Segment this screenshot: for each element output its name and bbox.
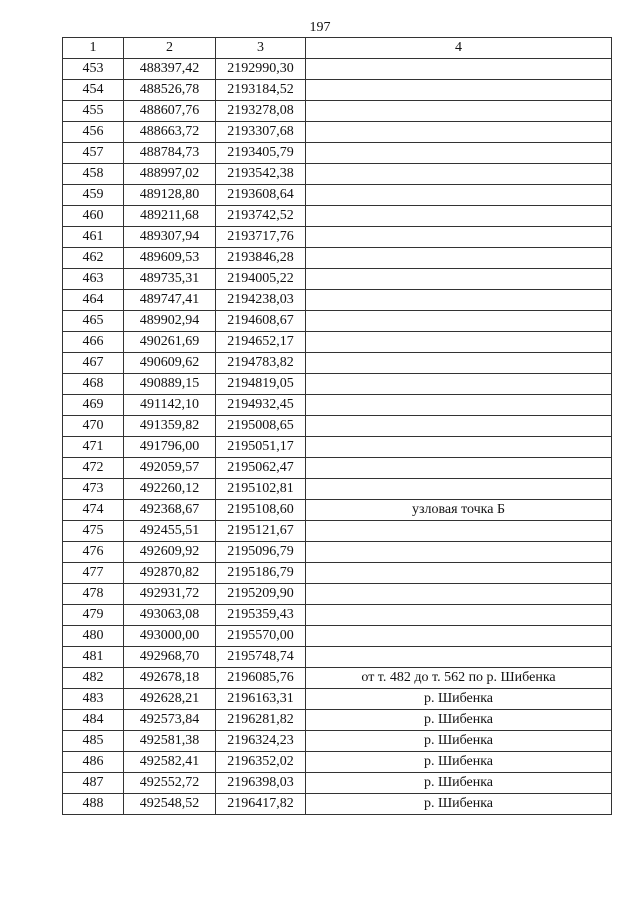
description-cell xyxy=(306,164,612,185)
table-row xyxy=(63,185,612,206)
x-coordinate-cell: 491142,10 xyxy=(124,395,216,416)
description-cell xyxy=(306,416,612,437)
point-number-cell: 467 xyxy=(63,353,124,374)
table-row xyxy=(63,332,612,353)
point-number-cell: 454 xyxy=(63,80,124,101)
y-coordinate-cell: 2195102,81 xyxy=(216,479,306,500)
point-number-cell: 459 xyxy=(63,185,124,206)
point-number-cell: 488 xyxy=(63,794,124,815)
point-number-cell: 463 xyxy=(63,269,124,290)
column-header: 4 xyxy=(306,38,612,59)
y-coordinate-cell: 2195108,60 xyxy=(216,500,306,521)
description-cell xyxy=(306,80,612,101)
table-row xyxy=(63,710,612,731)
description-cell: р. Шибенка xyxy=(306,731,612,752)
point-number-cell: 483 xyxy=(63,689,124,710)
description-cell xyxy=(306,101,612,122)
x-coordinate-cell: 489307,94 xyxy=(124,227,216,248)
table-row xyxy=(63,521,612,542)
x-coordinate-cell: 492455,51 xyxy=(124,521,216,542)
x-coordinate-cell: 492628,21 xyxy=(124,689,216,710)
y-coordinate-cell: 2196163,31 xyxy=(216,689,306,710)
description-cell xyxy=(306,206,612,227)
x-coordinate-cell: 491359,82 xyxy=(124,416,216,437)
point-number-cell: 455 xyxy=(63,101,124,122)
x-coordinate-cell: 492368,67 xyxy=(124,500,216,521)
x-coordinate-cell: 489609,53 xyxy=(124,248,216,269)
table-row xyxy=(63,206,612,227)
point-number-cell: 485 xyxy=(63,731,124,752)
point-number-cell: 471 xyxy=(63,437,124,458)
y-coordinate-cell: 2193717,76 xyxy=(216,227,306,248)
table-row xyxy=(63,101,612,122)
y-coordinate-cell: 2194238,03 xyxy=(216,290,306,311)
table-row xyxy=(63,248,612,269)
y-coordinate-cell: 2193608,64 xyxy=(216,185,306,206)
x-coordinate-cell: 492552,72 xyxy=(124,773,216,794)
table-row xyxy=(63,647,612,668)
point-number-cell: 460 xyxy=(63,206,124,227)
column-header: 2 xyxy=(124,38,216,59)
y-coordinate-cell: 2194608,67 xyxy=(216,311,306,332)
point-number-cell: 462 xyxy=(63,248,124,269)
point-number-cell: 481 xyxy=(63,647,124,668)
x-coordinate-cell: 489747,41 xyxy=(124,290,216,311)
point-number-cell: 475 xyxy=(63,521,124,542)
x-coordinate-cell: 492260,12 xyxy=(124,479,216,500)
x-coordinate-cell: 493063,08 xyxy=(124,605,216,626)
y-coordinate-cell: 2194932,45 xyxy=(216,395,306,416)
point-number-cell: 479 xyxy=(63,605,124,626)
x-coordinate-cell: 492059,57 xyxy=(124,458,216,479)
description-cell xyxy=(306,122,612,143)
y-coordinate-cell: 2196398,03 xyxy=(216,773,306,794)
table-row xyxy=(63,542,612,563)
table-row xyxy=(63,626,612,647)
x-coordinate-cell: 492931,72 xyxy=(124,584,216,605)
table-row xyxy=(63,416,612,437)
point-number-cell: 480 xyxy=(63,626,124,647)
page-number: 197 xyxy=(309,20,331,35)
y-coordinate-cell: 2195062,47 xyxy=(216,458,306,479)
description-cell xyxy=(306,458,612,479)
point-number-cell: 482 xyxy=(63,668,124,689)
x-coordinate-cell: 492582,41 xyxy=(124,752,216,773)
x-coordinate-cell: 490261,69 xyxy=(124,332,216,353)
x-coordinate-cell: 492678,18 xyxy=(124,668,216,689)
y-coordinate-cell: 2196352,02 xyxy=(216,752,306,773)
table-row xyxy=(63,269,612,290)
y-coordinate-cell: 2195008,65 xyxy=(216,416,306,437)
description-cell xyxy=(306,584,612,605)
point-number-cell: 461 xyxy=(63,227,124,248)
description-cell xyxy=(306,437,612,458)
y-coordinate-cell: 2194005,22 xyxy=(216,269,306,290)
description-cell xyxy=(306,353,612,374)
y-coordinate-cell: 2195096,79 xyxy=(216,542,306,563)
point-number-cell: 464 xyxy=(63,290,124,311)
description-cell xyxy=(306,290,612,311)
x-coordinate-cell: 488526,78 xyxy=(124,80,216,101)
y-coordinate-cell: 2195570,00 xyxy=(216,626,306,647)
description-cell xyxy=(306,248,612,269)
table-row xyxy=(63,794,612,815)
description-cell xyxy=(306,59,612,80)
table-row xyxy=(63,437,612,458)
column-header: 3 xyxy=(216,38,306,59)
x-coordinate-cell: 489902,94 xyxy=(124,311,216,332)
table-row xyxy=(63,59,612,80)
y-coordinate-cell: 2193742,52 xyxy=(216,206,306,227)
x-coordinate-cell: 488663,72 xyxy=(124,122,216,143)
y-coordinate-cell: 2192990,30 xyxy=(216,59,306,80)
x-coordinate-cell: 489211,68 xyxy=(124,206,216,227)
y-coordinate-cell: 2195748,74 xyxy=(216,647,306,668)
description-cell xyxy=(306,626,612,647)
table-row xyxy=(63,395,612,416)
table-row xyxy=(63,752,612,773)
table-row xyxy=(63,353,612,374)
description-cell xyxy=(306,563,612,584)
y-coordinate-cell: 2196085,76 xyxy=(216,668,306,689)
point-number-cell: 478 xyxy=(63,584,124,605)
table-row xyxy=(63,773,612,794)
description-cell xyxy=(306,542,612,563)
description-cell xyxy=(306,143,612,164)
y-coordinate-cell: 2194819,05 xyxy=(216,374,306,395)
description-cell xyxy=(306,185,612,206)
table-row xyxy=(63,689,612,710)
x-coordinate-cell: 492870,82 xyxy=(124,563,216,584)
table-row xyxy=(63,80,612,101)
column-header: 1 xyxy=(63,38,124,59)
table-body xyxy=(63,59,612,815)
point-number-cell: 484 xyxy=(63,710,124,731)
y-coordinate-cell: 2196324,23 xyxy=(216,731,306,752)
y-coordinate-cell: 2196417,82 xyxy=(216,794,306,815)
x-coordinate-cell: 492548,52 xyxy=(124,794,216,815)
point-number-cell: 472 xyxy=(63,458,124,479)
table-row xyxy=(63,374,612,395)
x-coordinate-cell: 489735,31 xyxy=(124,269,216,290)
description-cell xyxy=(306,311,612,332)
table-header-row xyxy=(63,38,612,59)
point-number-cell: 453 xyxy=(63,59,124,80)
point-number-cell: 456 xyxy=(63,122,124,143)
table-row xyxy=(63,290,612,311)
description-cell: р. Шибенка xyxy=(306,710,612,731)
x-coordinate-cell: 490609,62 xyxy=(124,353,216,374)
point-number-cell: 470 xyxy=(63,416,124,437)
x-coordinate-cell: 489128,80 xyxy=(124,185,216,206)
table-row xyxy=(63,122,612,143)
point-number-cell: 468 xyxy=(63,374,124,395)
table-row xyxy=(63,668,612,689)
table-row xyxy=(63,227,612,248)
description-cell xyxy=(306,374,612,395)
x-coordinate-cell: 492581,38 xyxy=(124,731,216,752)
x-coordinate-cell: 488997,02 xyxy=(124,164,216,185)
x-coordinate-cell: 490889,15 xyxy=(124,374,216,395)
coordinates-table xyxy=(62,37,612,815)
description-cell xyxy=(306,479,612,500)
x-coordinate-cell: 492609,92 xyxy=(124,542,216,563)
point-number-cell: 469 xyxy=(63,395,124,416)
y-coordinate-cell: 2193542,38 xyxy=(216,164,306,185)
point-number-cell: 465 xyxy=(63,311,124,332)
description-cell: р. Шибенка xyxy=(306,773,612,794)
table-row xyxy=(63,731,612,752)
y-coordinate-cell: 2195121,67 xyxy=(216,521,306,542)
table-row xyxy=(63,458,612,479)
point-number-cell: 457 xyxy=(63,143,124,164)
description-cell: узловая точка Б xyxy=(306,500,612,521)
y-coordinate-cell: 2193278,08 xyxy=(216,101,306,122)
x-coordinate-cell: 488607,76 xyxy=(124,101,216,122)
x-coordinate-cell: 491796,00 xyxy=(124,437,216,458)
y-coordinate-cell: 2195359,43 xyxy=(216,605,306,626)
table-row xyxy=(63,584,612,605)
table-row xyxy=(63,143,612,164)
description-cell: р. Шибенка xyxy=(306,752,612,773)
description-cell xyxy=(306,521,612,542)
point-number-cell: 458 xyxy=(63,164,124,185)
description-cell xyxy=(306,332,612,353)
description-cell xyxy=(306,605,612,626)
point-number-cell: 487 xyxy=(63,773,124,794)
point-number-cell: 477 xyxy=(63,563,124,584)
table-row xyxy=(63,500,612,521)
description-cell: р. Шибенка xyxy=(306,689,612,710)
y-coordinate-cell: 2194783,82 xyxy=(216,353,306,374)
x-coordinate-cell: 488397,42 xyxy=(124,59,216,80)
point-number-cell: 474 xyxy=(63,500,124,521)
table-row xyxy=(63,605,612,626)
description-cell xyxy=(306,395,612,416)
y-coordinate-cell: 2196281,82 xyxy=(216,710,306,731)
y-coordinate-cell: 2195209,90 xyxy=(216,584,306,605)
description-cell: р. Шибенка xyxy=(306,794,612,815)
table-row xyxy=(63,164,612,185)
point-number-cell: 466 xyxy=(63,332,124,353)
y-coordinate-cell: 2195051,17 xyxy=(216,437,306,458)
y-coordinate-cell: 2193184,52 xyxy=(216,80,306,101)
table-row xyxy=(63,311,612,332)
y-coordinate-cell: 2194652,17 xyxy=(216,332,306,353)
x-coordinate-cell: 492968,70 xyxy=(124,647,216,668)
x-coordinate-cell: 488784,73 xyxy=(124,143,216,164)
description-cell: от т. 482 до т. 562 по р. Шибенка xyxy=(306,668,612,689)
x-coordinate-cell: 493000,00 xyxy=(124,626,216,647)
point-number-cell: 486 xyxy=(63,752,124,773)
description-cell xyxy=(306,227,612,248)
y-coordinate-cell: 2193405,79 xyxy=(216,143,306,164)
y-coordinate-cell: 2193846,28 xyxy=(216,248,306,269)
x-coordinate-cell: 492573,84 xyxy=(124,710,216,731)
point-number-cell: 476 xyxy=(63,542,124,563)
y-coordinate-cell: 2195186,79 xyxy=(216,563,306,584)
y-coordinate-cell: 2193307,68 xyxy=(216,122,306,143)
table-row xyxy=(63,479,612,500)
description-cell xyxy=(306,269,612,290)
description-cell xyxy=(306,647,612,668)
table-row xyxy=(63,563,612,584)
point-number-cell: 473 xyxy=(63,479,124,500)
